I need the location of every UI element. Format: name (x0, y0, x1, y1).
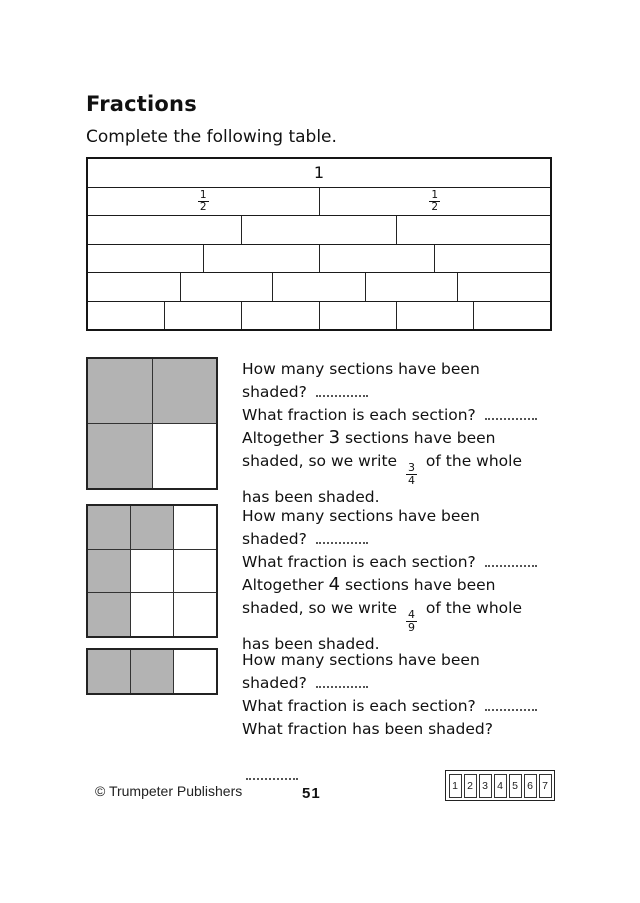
text-line: How many sections have been (242, 507, 480, 525)
page-number: 51 (302, 785, 321, 802)
text-line: How many sections have been (242, 360, 480, 378)
text-line: has been shaded. (242, 635, 380, 654)
exercise-2 (86, 504, 564, 656)
grid-cell (152, 424, 217, 488)
grid-cell (130, 550, 173, 593)
wall-cell (88, 188, 319, 216)
text-line: What fraction has been shaded? (242, 720, 493, 738)
wall-cell (434, 245, 550, 273)
fraction-label: $\frac{1}{2}$ (199, 188, 207, 213)
exercise-text (242, 504, 564, 656)
instruction-text: Complete the following table. (86, 127, 337, 147)
wall-cell (457, 273, 550, 301)
exercise-text (242, 357, 564, 509)
grid-cell (88, 593, 130, 636)
shaded-grid (86, 504, 218, 638)
answer-blank (485, 552, 537, 567)
text-line: shaded, so we write $\frac{4}{9}$ of the whole (242, 599, 522, 634)
strip-cell: 4 (494, 774, 507, 798)
wall-cell (88, 302, 164, 330)
wall-cell (241, 216, 395, 244)
exercise-1 (86, 357, 564, 509)
wall-row-4 (88, 244, 550, 273)
fraction-wall (86, 157, 552, 331)
wall-cell (203, 245, 319, 273)
strip-cell: 7 (539, 774, 552, 798)
text-line: has been shaded. (242, 488, 380, 507)
text-line: shaded? (242, 381, 564, 404)
wall-cell (164, 302, 241, 330)
wall-cell (88, 273, 180, 301)
grid-cell (173, 650, 216, 693)
wall-cell (473, 302, 550, 330)
answer-blank (316, 529, 368, 544)
shaded-grid (86, 648, 218, 695)
wall-cell (396, 302, 473, 330)
answer-blank (485, 405, 537, 420)
wall-cell (396, 216, 550, 244)
fraction-label: $\frac{1}{2}$ (431, 188, 439, 213)
wall-cell (88, 245, 203, 273)
wall-cell (319, 302, 396, 330)
strip-cell: 5 (509, 774, 522, 798)
shaded-grid (86, 357, 218, 490)
text-line: What fraction is each section? (242, 551, 564, 574)
answer-blank (316, 673, 368, 688)
wall-cell (88, 159, 550, 187)
text-line: How many sections have been (242, 651, 480, 669)
grid-cell (152, 359, 217, 423)
answer-blank (246, 765, 298, 780)
fraction-label: $\frac{4}{9}$ (408, 608, 415, 634)
grid-cell (88, 424, 152, 488)
number-strip (445, 770, 555, 801)
wall-row-5 (88, 272, 550, 301)
grid-cell (88, 359, 152, 423)
text-line: shaded? (242, 528, 564, 551)
text-line (242, 741, 564, 764)
grid-cell (173, 550, 216, 593)
wall-cell (180, 273, 273, 301)
exercise-3 (86, 648, 564, 787)
strip-cell: 2 (464, 774, 477, 798)
text-line: What fraction is each section? (242, 695, 564, 718)
grid-cell (88, 650, 130, 693)
copyright-text: © Trumpeter Publishers (95, 783, 243, 799)
text-line: What fraction is each section? (242, 404, 564, 427)
wall-row-3 (88, 215, 550, 244)
grid-cell (130, 650, 173, 693)
fraction-label: $\frac{3}{4}$ (408, 461, 415, 487)
whole-label: 1 (313, 162, 325, 182)
grid-cell (88, 506, 130, 549)
exercise-text (242, 648, 564, 787)
strip-cell: 6 (524, 774, 537, 798)
answer-blank (316, 382, 368, 397)
grid-cell (130, 506, 173, 549)
wall-row-6 (88, 301, 550, 330)
wall-cell (365, 273, 458, 301)
page-title: Fractions (86, 92, 197, 116)
handwritten-number: 4 (328, 574, 341, 595)
strip-cell: 3 (479, 774, 492, 798)
text-line: shaded, so we write $\frac{3}{4}$ of the whole (242, 452, 522, 487)
wall-cell (319, 188, 551, 216)
grid-cell (173, 593, 216, 636)
wall-cell (319, 245, 435, 273)
wall-row-1 (88, 159, 550, 187)
grid-cell (130, 593, 173, 636)
text-line: Altogether 4 sections have been (242, 574, 496, 595)
wall-cell (88, 216, 241, 244)
text-line: Altogether 3 sections have been (242, 427, 496, 448)
answer-blank (485, 696, 537, 711)
wall-cell (272, 273, 365, 301)
wall-cell (241, 302, 318, 330)
handwritten-number: 3 (328, 427, 341, 448)
strip-cell: 1 (449, 774, 462, 798)
grid-cell (88, 550, 130, 593)
grid-cell (173, 506, 216, 549)
wall-row-2 (88, 187, 550, 216)
text-line: shaded? (242, 672, 564, 695)
